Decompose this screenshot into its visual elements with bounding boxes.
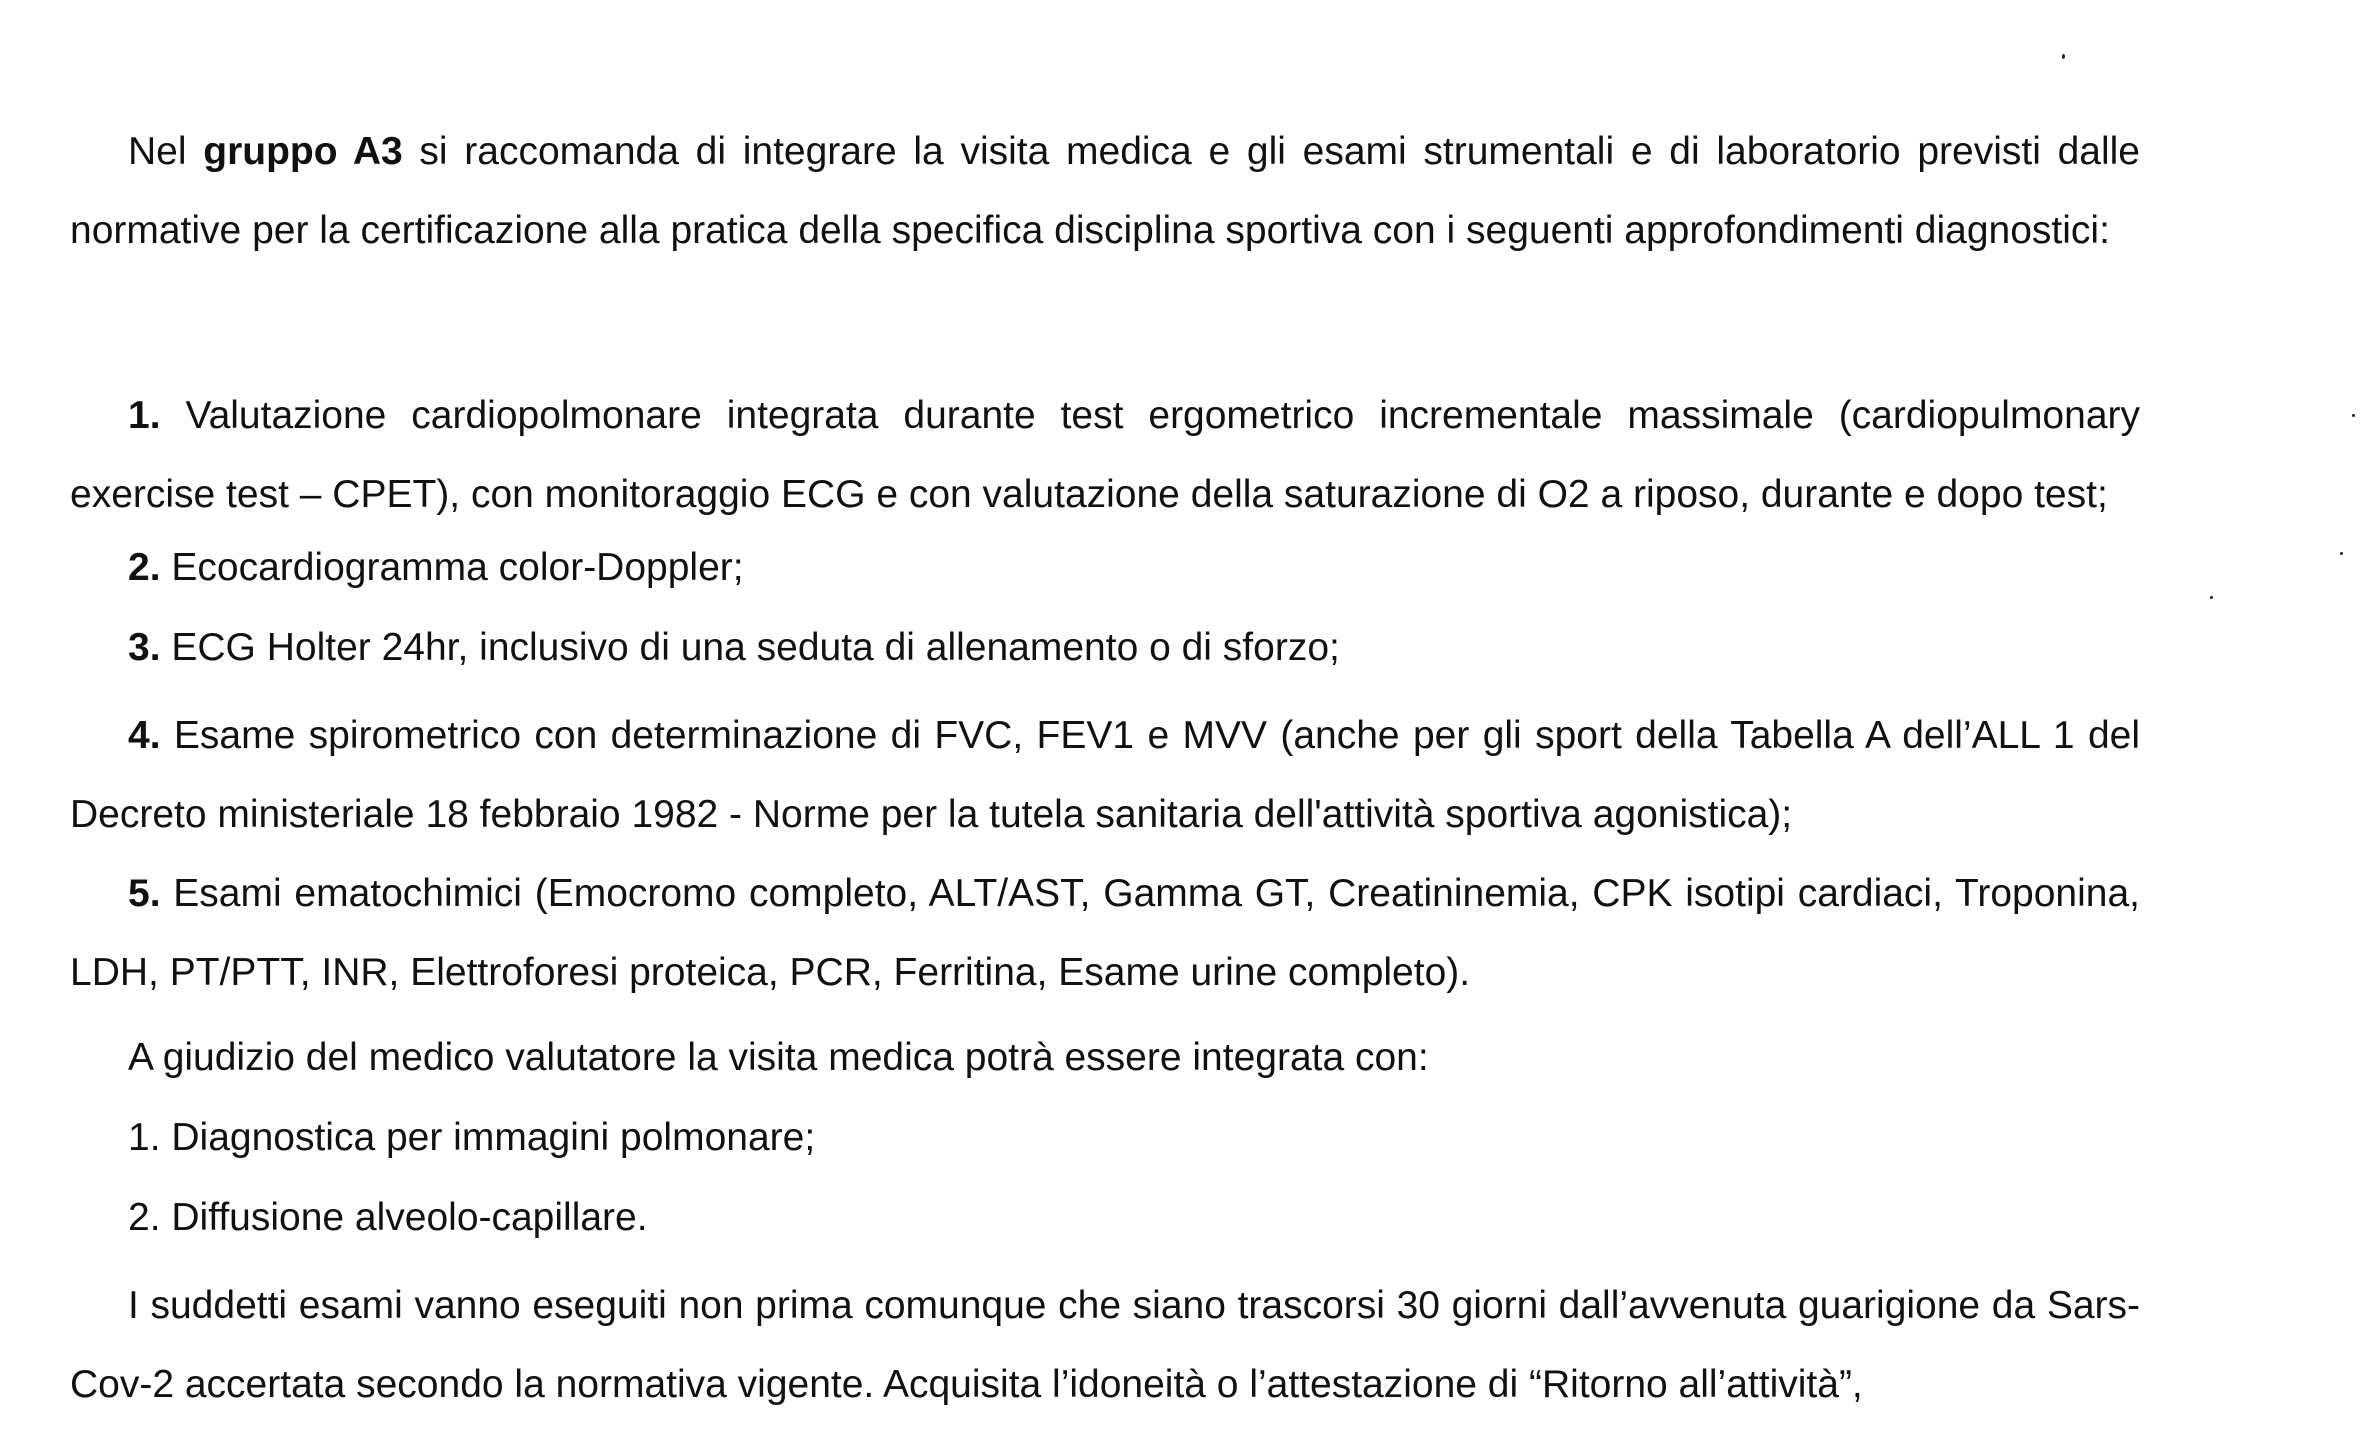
item-text: Esame spirometrico con determinazione di FVC, FEV1 e MVV (anche per gli sport della Tabella A dell’ALL 1 del Decreto ministeriale 18 febbraio 1982 - Norme per la tutela sanitaria dell'attività sportiva agonistica); (70, 714, 2140, 836)
optional-item-2: 2. Diffusione alveolo-capillare. (128, 1196, 648, 1239)
item-number: 4. (128, 714, 161, 757)
list-item-5 (70, 854, 2140, 1012)
item-number: 3. (128, 626, 161, 669)
item-text: ECG Holter 24hr, inclusivo di una seduta di allenamento o di sforzo; (160, 626, 1340, 669)
item-text: Esami ematochimici (Emocromo completo, ALT/AST, Gamma GT, Creatininemia, CPK isotipi cardiaci, Troponina, LDH, PT/PTT, INR, Elettroforesi proteica, PCR, Ferritina, Esame urine completo). (70, 872, 2140, 994)
optional-item-1: 1. Diagnostica per immagini polmonare; (128, 1116, 816, 1159)
item-number: 5. (128, 872, 161, 915)
intro-paragraph (70, 112, 2140, 270)
judgment-text: A giudizio del medico valutatore la visita medica potrà essere integrata con: (128, 1036, 1429, 1079)
group-label: gruppo A3 (203, 130, 403, 173)
intro-suffix: si raccomanda di integrare la visita medica e gli esami strumentali e di laboratorio previsti dalle normative per la certificazione alla pratica della specifica disciplina sportiva con i seguenti approfondimenti diagnostici: (70, 130, 2140, 252)
item-number: 2. (128, 546, 161, 589)
item-number: 1. (128, 394, 161, 437)
scan-speck (2210, 596, 2213, 599)
list-item-2 (128, 544, 744, 592)
closing-paragraph: I suddetti esami vanno eseguiti non prima comunque che siano trascorsi 30 giorni dall’avvenuta guarigione da Sars-Cov-2 accertata secondo la normativa vigente. Acquisita l’idoneità o l’attestazione di “Ritorno all’attività”, (70, 1284, 2140, 1406)
list-item-4 (70, 696, 2140, 854)
scan-speck (2062, 54, 2065, 59)
scan-speck (2340, 552, 2343, 555)
item-text: Valutazione cardiopolmonare integrata durante test ergometrico incrementale massimale (cardiopulmonary exercise test – CPET), con monitoraggio ECG e con valutazione della saturazione di O2 a riposo, durante e dopo test; (70, 394, 2140, 516)
list-item-1 (70, 376, 2140, 534)
intro-prefix: Nel (128, 130, 204, 173)
scan-speck (2352, 414, 2355, 417)
item-text: Ecocardiogramma color-Doppler; (160, 546, 744, 589)
list-item-3 (128, 624, 1340, 672)
